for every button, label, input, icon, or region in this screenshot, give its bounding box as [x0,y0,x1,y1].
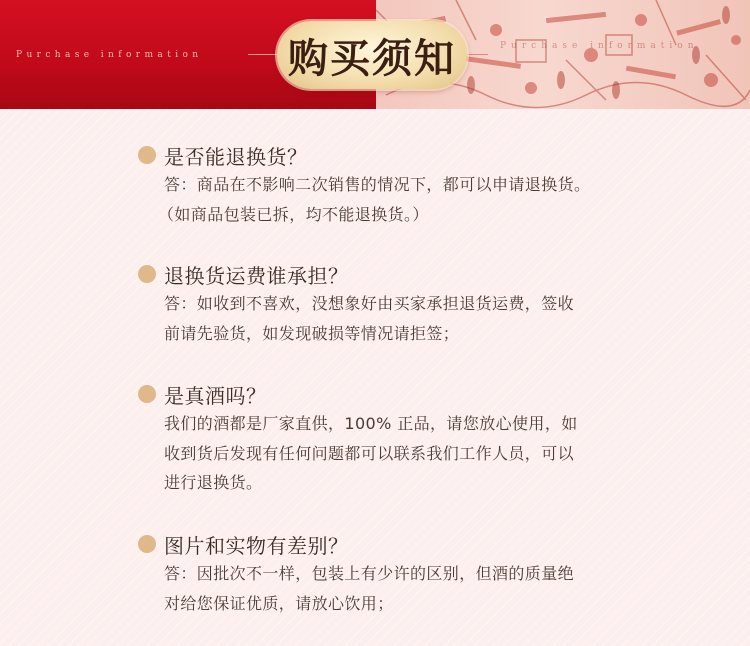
faq-answer-line: 我们的酒都是厂家直供，100% 正品，请您放心使用，如 [164,414,578,433]
faq-question: 是否能退换货？ [164,144,308,169]
faq-question-row [138,140,618,170]
faq-answer-line: 答：因批次不一样，包装上有少许的区别，但酒的质量绝 [164,564,575,583]
faq-item [138,140,618,229]
faq-question: 图片和实物有差别？ [164,533,349,558]
faq-answer-line: 答：商品在不影响二次销售的情况下，都可以申请退换货。 [164,175,591,194]
bullet-dot-icon [138,146,156,164]
faq-item [138,379,618,498]
faq-question: 退换货运费谁承担？ [164,263,349,288]
bullet-dot-icon [138,535,156,553]
faq-question-row [138,529,618,559]
faq-answer-line: 收到货后发现有任何问题都可以联系我们工作人员，可以 [164,443,575,463]
banner-subtitle: Purchase information [16,50,203,60]
banner-subtitle-faded: Purchase information [500,41,699,51]
faq-answer-line: 进行退换货。 [164,473,263,492]
page-title: 购买须知 [288,34,456,82]
bullet-dot-icon [138,265,156,283]
faq-question-row [138,379,618,409]
faq-answer-line: 前请先验货，如发现破损等情况请拒签； [164,323,460,343]
faq-answer-line: 对给您保证优质，请放心饮用； [164,593,394,613]
faq-item [138,259,618,348]
faq-item [138,529,618,618]
header-banner [0,0,750,109]
faq-answer-line: 答：如收到不喜欢，没想象好由买家承担退货运费，签收 [164,294,575,313]
faq-answer-line: （如商品包装已拆，均不能退换货。） [158,204,429,224]
faq-question-row [138,259,618,289]
title-plaque [277,21,467,89]
bullet-dot-icon [138,385,156,403]
faq-question: 是真酒吗？ [164,383,267,408]
